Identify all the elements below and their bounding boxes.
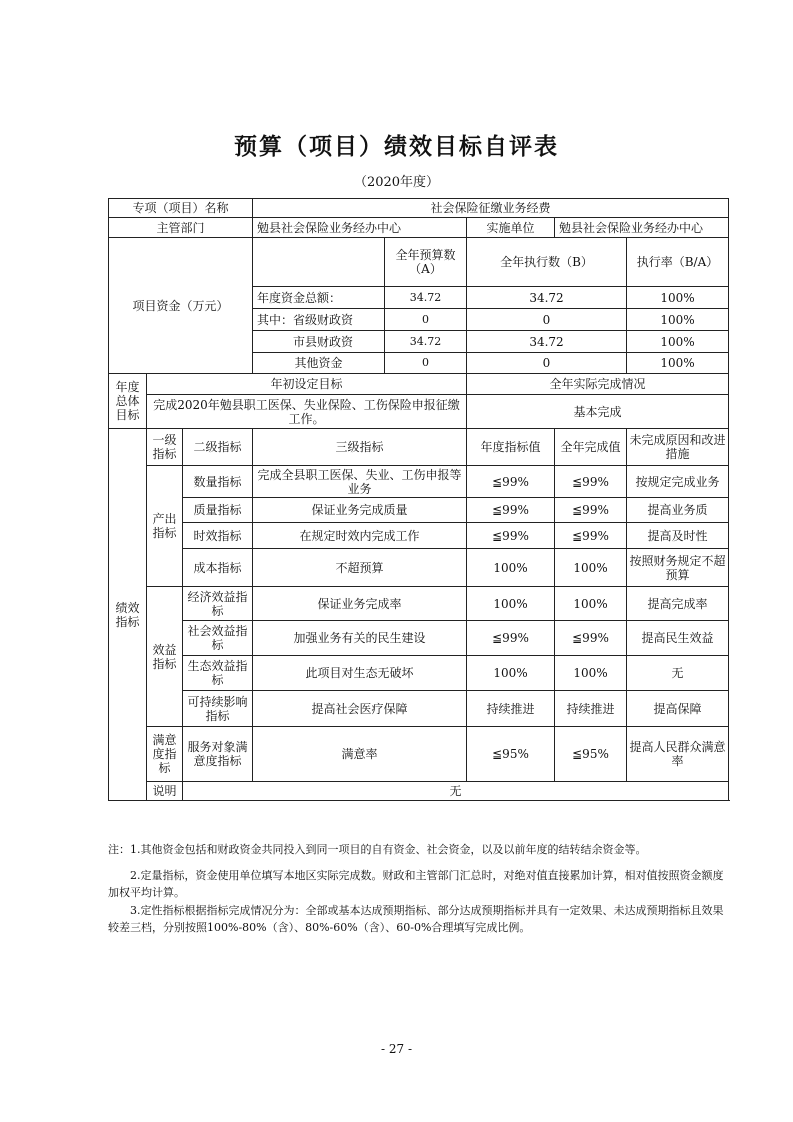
funds-row-exec: 0	[467, 309, 627, 331]
indicator-actual: 100%	[555, 656, 627, 691]
indicator-l3: 加强业务有关的民生建设	[253, 621, 467, 656]
goals-initial-header: 年初设定目标	[147, 374, 467, 395]
indicator-actual: ≦99%	[555, 466, 627, 498]
funds-col-budget: 全年预算数（A）	[385, 238, 467, 287]
remark-value: 无	[183, 782, 729, 801]
indicator-h2: 二级指标	[183, 429, 253, 466]
remark-row	[109, 782, 729, 801]
footnote-1: 注：1.其他资金包括和财政资金共同投入到同一项目的自有资金、社会资金，以及以前年度的结转结余资金等。	[108, 843, 647, 856]
remark-label: 说明	[147, 782, 183, 801]
indicator-h5: 全年完成值	[555, 429, 627, 466]
indicator-target: 100%	[467, 549, 555, 587]
indicator-group-satisfaction: 满意度指标	[147, 727, 183, 782]
indicator-actual: ≦95%	[555, 727, 627, 782]
funds-row-rate: 100%	[627, 353, 729, 374]
indicator-target: ≦95%	[467, 727, 555, 782]
indicator-l3: 保证业务完成质量	[253, 498, 467, 523]
indicator-l3: 满意率	[253, 727, 467, 782]
funds-row-rate: 100%	[627, 287, 729, 309]
indicator-note: 按照财务规定不超预算	[627, 549, 729, 587]
indicator-actual: 100%	[555, 587, 627, 621]
indicator-note: 提高民生效益	[627, 621, 729, 656]
goals-actual-header: 全年实际完成情况	[467, 374, 729, 395]
indicator-l3: 保证业务完成率	[253, 587, 467, 621]
indicator-target: ≦99%	[467, 498, 555, 523]
funds-col-rate: 执行率（B/A）	[627, 238, 729, 287]
indicator-l3: 提高社会医疗保障	[253, 691, 467, 727]
indicator-note: 提高完成率	[627, 587, 729, 621]
dept-value: 勉县社会保险业务经办中心	[253, 218, 467, 238]
indicator-actual: ≦99%	[555, 523, 627, 549]
funds-row-label: 市县财政资	[253, 331, 385, 353]
document-year: （2020年度）	[353, 175, 440, 190]
funds-row-rate: 100%	[627, 309, 729, 331]
indicator-actual: ≦99%	[555, 621, 627, 656]
indicator-row	[109, 656, 729, 691]
funds-row-rate: 100%	[627, 331, 729, 353]
indicator-note: 提高业务质	[627, 498, 729, 523]
goals-label: 年度总体目标	[109, 374, 147, 429]
goals-value-row	[109, 395, 729, 429]
impl-label: 实施单位	[467, 218, 555, 238]
funds-header-blank	[253, 238, 385, 287]
indicator-target: 100%	[467, 587, 555, 621]
indicator-actual: 持续推进	[555, 691, 627, 727]
indicator-actual: 100%	[555, 549, 627, 587]
indicator-h6: 未完成原因和改进措施	[627, 429, 729, 466]
indicator-row	[109, 727, 729, 782]
indicator-l2: 可持续影响指标	[183, 691, 253, 727]
indicator-target: ≦99%	[467, 466, 555, 498]
indicator-target: 100%	[467, 656, 555, 691]
indicator-h1: 一级指标	[147, 429, 183, 466]
indicator-l3: 不超预算	[253, 549, 467, 587]
indicator-row	[109, 691, 729, 727]
indicator-l2: 成本指标	[183, 549, 253, 587]
indicator-l2: 数量指标	[183, 466, 253, 498]
indicator-l3: 此项目对生态无破坏	[253, 656, 467, 691]
dept-label: 主管部门	[109, 218, 253, 238]
indicator-target: ≦99%	[467, 523, 555, 549]
indicator-note: 提高保障	[627, 691, 729, 727]
performance-table	[108, 198, 729, 801]
indicator-group-output: 产出指标	[147, 466, 183, 587]
indicator-row	[109, 621, 729, 656]
funds-row-label: 其中：省级财政资	[253, 309, 385, 331]
document-title: 预算（项目）绩效目标自评表	[234, 133, 559, 160]
footnote-2: 2.定量指标，资金使用单位填写本地区实际完成数。财政和主管部门汇总时，对绝对值直接累加计算，相对值按照资金额度加权平均计算。	[108, 869, 724, 899]
indicator-note: 提高人民群众满意率	[627, 727, 729, 782]
indicator-l2: 质量指标	[183, 498, 253, 523]
indicator-h4: 年度指标值	[467, 429, 555, 466]
impl-value: 勉县社会保险业务经办中心	[555, 218, 729, 238]
indicator-header-row	[109, 429, 729, 466]
goals-initial-value: 完成2020年勉县职工医保、失业保险、工伤保险申报征缴工作。	[147, 395, 467, 429]
indicator-l2: 服务对象满意度指标	[183, 727, 253, 782]
indicator-l2: 时效指标	[183, 523, 253, 549]
indicator-target: 持续推进	[467, 691, 555, 727]
indicator-h3: 三级指标	[253, 429, 467, 466]
funds-row-label: 年度资金总额：	[253, 287, 385, 309]
funds-row-exec: 0	[467, 353, 627, 374]
indicator-l2: 经济效益指标	[183, 587, 253, 621]
funds-row-budget: 0	[385, 309, 467, 331]
indicator-l3: 完成全县职工医保、失业、工伤申报等业务	[253, 466, 467, 498]
funds-row-exec: 34.72	[467, 331, 627, 353]
indicator-note: 无	[627, 656, 729, 691]
indicator-row	[109, 498, 729, 523]
indicator-l2: 社会效益指标	[183, 621, 253, 656]
department-row	[109, 218, 729, 238]
indicator-row	[109, 466, 729, 498]
funds-row-budget: 34.72	[385, 331, 467, 353]
funds-row-budget: 0	[385, 353, 467, 374]
indicator-l3: 在规定时效内完成工作	[253, 523, 467, 549]
indicator-note: 按规定完成业务	[627, 466, 729, 498]
goals-actual-value: 基本完成	[467, 395, 729, 429]
funds-row-budget: 34.72	[385, 287, 467, 309]
project-name-label: 专项（项目）名称	[109, 199, 253, 218]
project-name-value: 社会保险征缴业务经费	[253, 199, 729, 218]
indicators-label: 绩效指标	[109, 429, 147, 801]
indicator-row	[109, 549, 729, 587]
funds-label: 项目资金（万元）	[109, 238, 253, 374]
funds-row-label: 其他资金	[253, 353, 385, 374]
indicator-row	[109, 587, 729, 621]
page-number: - 27 -	[380, 1042, 412, 1056]
footnote-3: 3.定性指标根据指标完成情况分为：全部或基本达成预期指标、部分达成预期指标并具有一定效果、未达成预期指标且效果较差三档，分别按照100%-80%（含）、80%-60%（含）、60-0%合理填写完成比例。	[108, 904, 724, 934]
goals-header-row	[109, 374, 729, 395]
indicator-l2: 生态效益指标	[183, 656, 253, 691]
funds-row-exec: 34.72	[467, 287, 627, 309]
funds-header-row	[109, 238, 729, 287]
funds-col-exec: 全年执行数（B）	[467, 238, 627, 287]
indicator-actual: ≦99%	[555, 498, 627, 523]
indicator-row	[109, 523, 729, 549]
indicator-note: 提高及时性	[627, 523, 729, 549]
project-name-row	[109, 199, 729, 218]
indicator-target: ≦99%	[467, 621, 555, 656]
indicator-group-benefit: 效益指标	[147, 587, 183, 727]
